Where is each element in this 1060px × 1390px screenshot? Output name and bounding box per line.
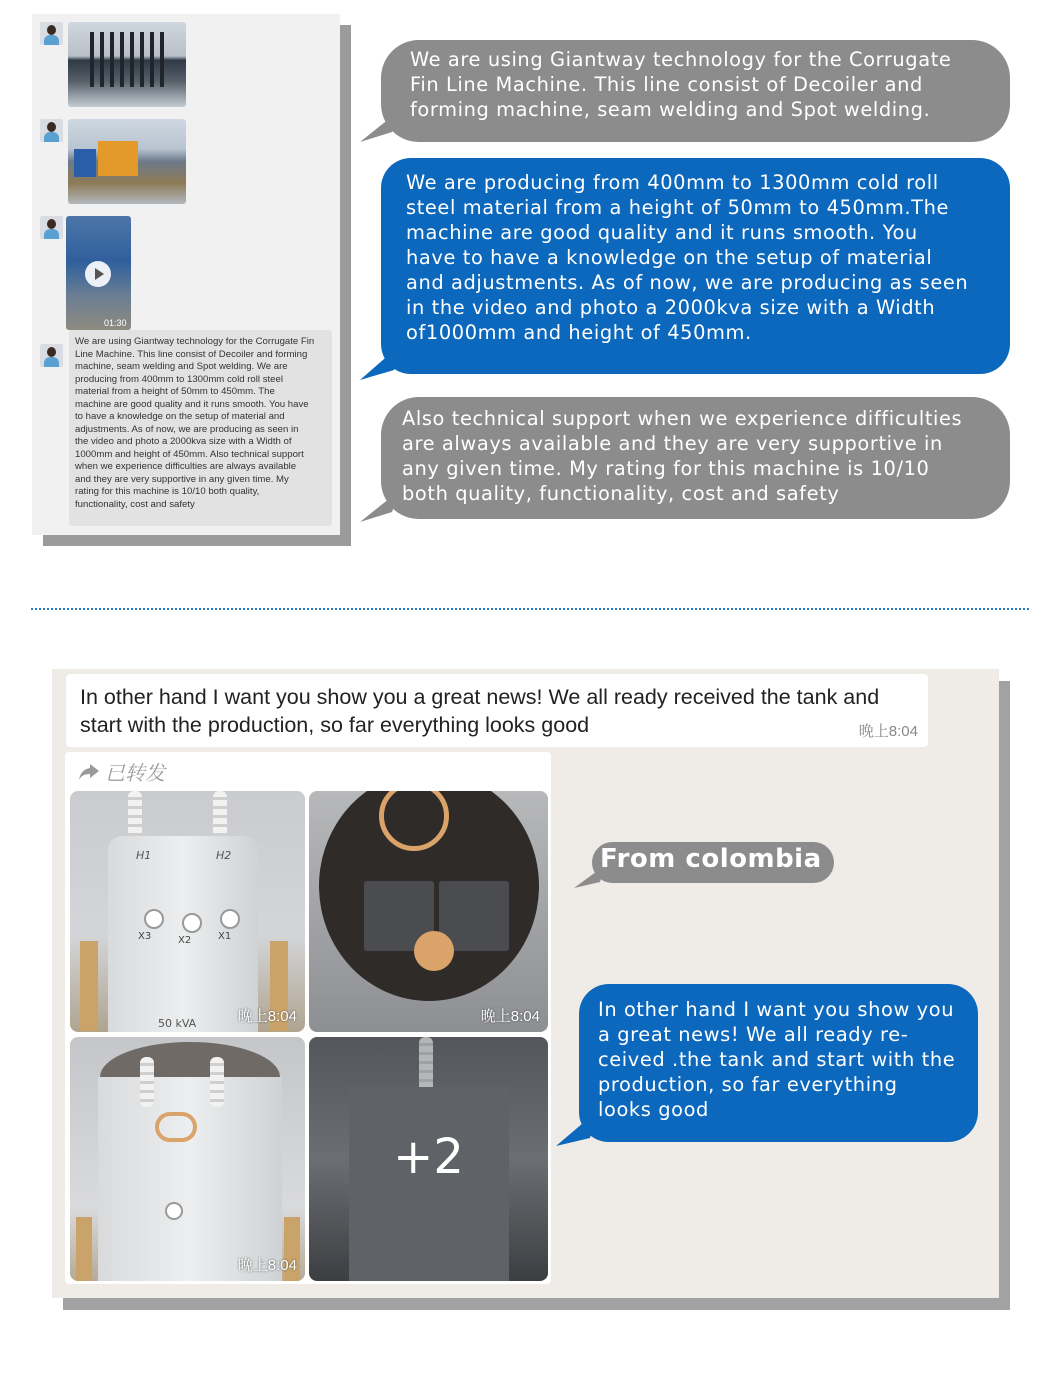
avatar <box>40 344 63 367</box>
kva-label: 50 kVA <box>158 1017 197 1030</box>
terminal-label: H2 <box>216 849 232 862</box>
section-divider <box>31 608 1029 610</box>
machine-video-thumbnail[interactable] <box>66 216 131 330</box>
photo-time: 晚上8:04 <box>237 1008 297 1025</box>
forward-icon <box>79 764 99 780</box>
forwarded-media-card <box>65 752 551 1284</box>
chat-screenshot <box>32 14 340 535</box>
play-icon[interactable] <box>85 261 111 287</box>
terminal-label: H1 <box>136 849 152 862</box>
message-time: 晚上8:04 <box>858 723 918 740</box>
review-bubble-1 <box>381 40 1010 142</box>
transformer-photo-3[interactable] <box>70 1037 305 1281</box>
colombia-quote-bubble <box>579 984 978 1142</box>
terminal-label: X2 <box>178 935 192 946</box>
video-duration: 01:30 <box>104 318 127 328</box>
machine-photo-line[interactable] <box>68 119 186 204</box>
transformer-photo-more[interactable] <box>309 1037 548 1281</box>
avatar <box>40 119 63 142</box>
review-text-2: We are producing from 400mm to 1300mm cold roll steel material from a height of 50mm to 450mm.The machine are good quality and it runs smooth. You have to have a knowledge on the setup of material and adjustments. As of now, we are producing as seen in the video and photo a 2000kva size with a Width of1000mm and height of 450mm. <box>406 171 969 344</box>
forwarded-label: 已转发 <box>105 763 165 785</box>
review-bubble-3 <box>381 397 1010 519</box>
transformer-photo-1[interactable] <box>70 791 305 1032</box>
review-text-3: Also technical support when we experience difficulties are always available and they are very supportive in any given time. My rating for this machine is 10/10 both quality, functionality, cost and safety <box>402 407 963 505</box>
photo-time: 晚上8:04 <box>480 1008 540 1025</box>
terminal-label: X3 <box>138 931 152 942</box>
transformer-photo-2[interactable] <box>309 791 548 1032</box>
colombia-quote-text: In other hand I want you show you a great news! We all ready re- ceived .the tank and start with the production, so far everything looks good <box>598 998 956 1121</box>
more-photos-count: +2 <box>393 1129 464 1185</box>
review-bubble-2 <box>381 158 1010 374</box>
terminal-label: X1 <box>218 931 232 942</box>
whatsapp-message-bubble <box>66 674 928 747</box>
chat-message-bubble <box>69 330 332 526</box>
chat-message-text: We are using Giantway technology for the Corrugate Fin Line Machine. This line consist of Decoiler and forming machine, seam welding and Spot welding. We are producing from 400mm to 1300mm cold roll steel material from a height of 50mm to 450mm. The machine are good quality and it runs smooth. You have to have a knowledge on the setup of material and adjustments. As of now, we are producing as seen in the video and photo a 2000kva size with a Width of 1000mm and height of 450mm. Also technical support when we experience difficulties are always available and they are very supportive in any given time. My rating for this machine is 10/10 both quality, functionality, cost and safety <box>75 336 315 510</box>
avatar <box>40 216 63 239</box>
origin-label: From colombia <box>592 842 834 883</box>
whatsapp-message-text: In other hand I want you show you a great news! We all ready received the tank and start with the production, so far everything looks good <box>80 685 880 737</box>
review-text-1: We are using Giantway technology for the Corrugate Fin Line Machine. This line consist of Decoiler and forming machine, seam welding and Spot welding. <box>410 48 952 121</box>
photo-time: 晚上8:04 <box>237 1257 297 1274</box>
machine-photo-fins[interactable] <box>68 22 186 107</box>
avatar <box>40 22 63 45</box>
